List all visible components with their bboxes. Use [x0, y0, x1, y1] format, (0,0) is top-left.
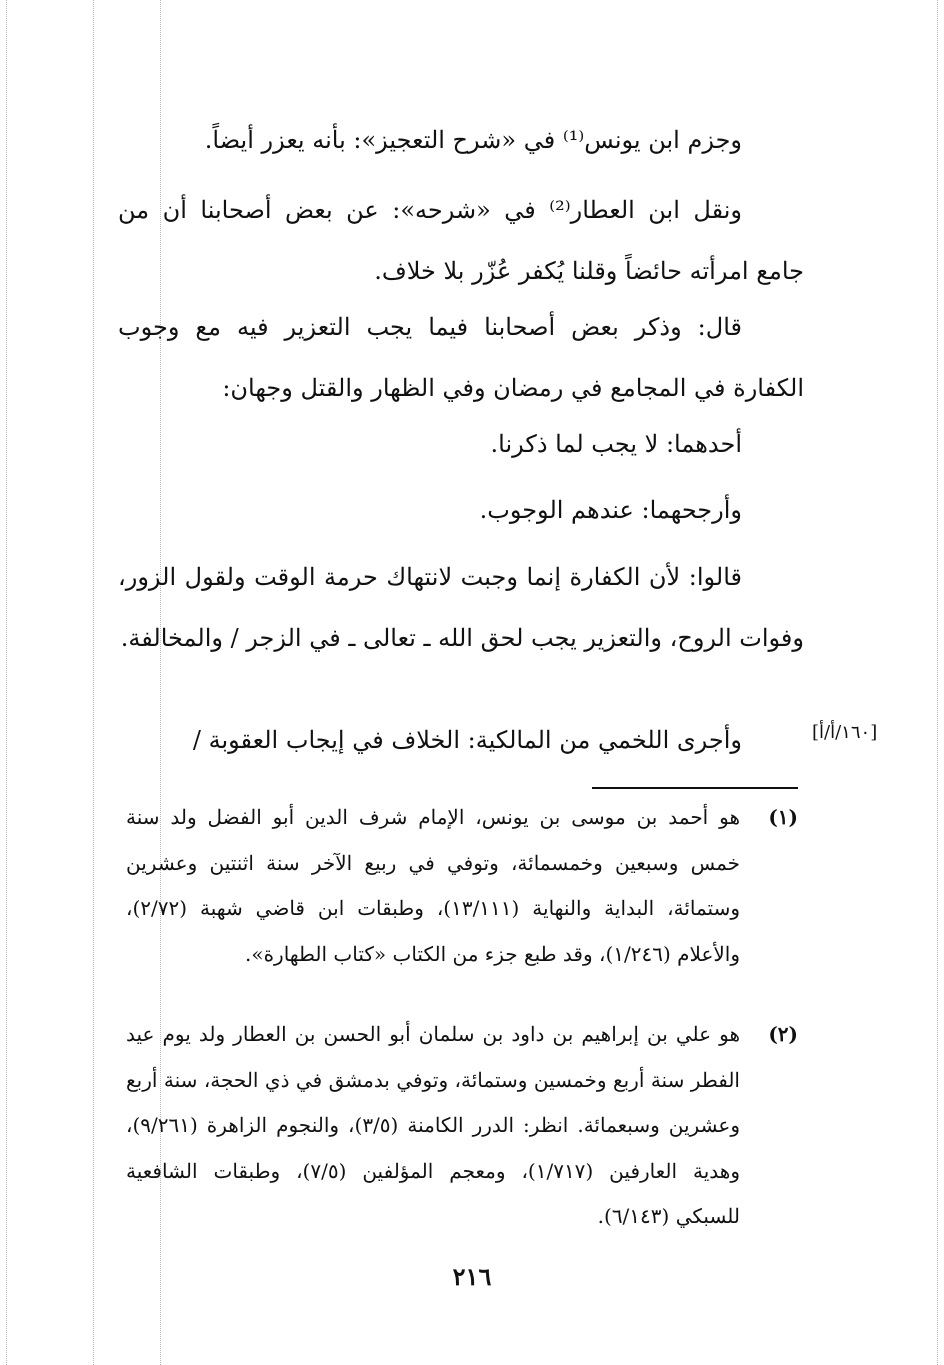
scan-edge-dots	[93, 0, 94, 1365]
paragraph-4: أحدهما: لا يجب لما ذكرنا.	[490, 430, 742, 458]
paragraph-2: ونقل ابن العطار⁽²⁾ في «شرحه»: عن بعض أصحابنا أن من جامع امرأته حائضاً وقلنا يُكفر عُزّر بلا خلاف.	[118, 196, 804, 285]
paragraph-1: وجزم ابن يونس⁽¹⁾ في «شرح التعجيز»: بأنه يعزر أيضاً.	[204, 126, 742, 154]
page-number: ٢١٦	[452, 1262, 492, 1291]
footnote-number: (٢)	[768, 1022, 798, 1046]
margin-manuscript-reference: [١٦٠/أ/أ]	[812, 722, 878, 743]
paragraph-6: قالوا: لأن الكفارة إنما وجبت لانتهاك حرمة الوقت ولقول الزور، وفوات الروح، والتعزير يجب لحق الله ـ تعالى ـ في الزجر / والمخالفة.	[118, 563, 804, 652]
footnote-number: (١)	[768, 805, 798, 829]
footnote-text: هو أحمد بن موسى بن يونس، الإمام شرف الدين أبو الفضل ولد سنة خمس وسبعين وخمسمائة، وتوفي في ربيع الآخر سنة اثنتين وعشرين وستمائة، البداية والنهاية (١٣/١١١)، وطبقات ابن قاضي شهبة (٢/٧٢)، والأعلام (١/٢٤٦)، وقد طبع جزء من الكتاب «كتاب الطهارة».	[126, 805, 741, 966]
scan-edge-dots	[6, 0, 7, 1365]
paragraph-3: قال: وذكر بعض أصحابنا فيما يجب التعزير فيه مع وجوب الكفارة في المجامع في رمضان وفي الظهار والقتل وجهان:	[118, 313, 804, 402]
footnote-separator	[592, 787, 798, 789]
paragraph-5: وأرجحهما: عندهم الوجوب.	[479, 496, 742, 524]
footnote-1	[126, 795, 798, 977]
footnote-text: هو علي بن إبراهيم بن داود بن سلمان أبو الحسن بن العطار ولد يوم عيد الفطر سنة أربع وخمسين وستمائة، وتوفي بدمشق في ذي الحجة، سنة أربع وعشرين وسبعمائة. انظر: الدرر الكامنة (٣/٥)، والنجوم الزاهرة (٩/٢٦١)، وهدية العارفين (١/٧١٧)، ومعجم المؤلفين (٧/٥)، وطبقات الشافعية للسبكي (٦/١٤٣).	[126, 1022, 741, 1228]
scan-edge-dots	[937, 0, 938, 1365]
paragraph-7: وأجرى اللخمي من المالكية: الخلاف في إيجاب العقوبة /	[192, 726, 742, 754]
footnote-2	[126, 1012, 798, 1240]
